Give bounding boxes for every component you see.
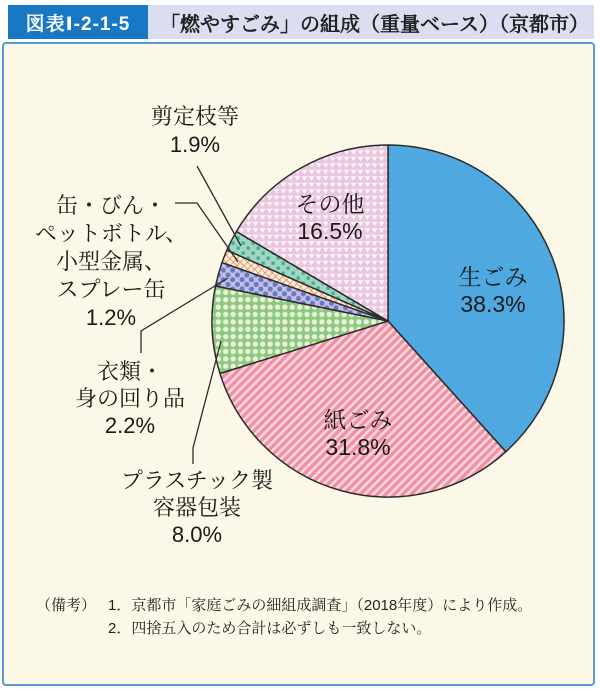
label-other (255, 191, 405, 245)
label-paper (283, 407, 433, 461)
callout-clothes-line2: 身の回り品 (74, 386, 185, 411)
callout-cans (11, 192, 211, 332)
figure-title: 「燃やすごみ」の組成（重量ベース）（京都市） (148, 5, 594, 39)
label-other-value: 16.5% (297, 218, 363, 244)
notes-items (108, 594, 532, 640)
callout-branches (115, 103, 275, 159)
label-other-name: その他 (295, 191, 365, 217)
callout-clothes-value: 2.2% (104, 413, 156, 438)
callout-plastic (97, 467, 297, 548)
callout-cans-line4: スプレー缶 (56, 277, 166, 302)
note-item-1: 1．京都市「家庭ごみの細組成調査」（2018年度）により作成。 (108, 597, 533, 614)
note-item-2: 2．四捨五入のため合計は必ずしも一致しない。 (108, 620, 432, 637)
figure-number-badge: 図表Ⅰ-2-1-5 (8, 5, 148, 39)
callout-clothes-line1: 衣類・ (96, 359, 163, 384)
callout-cans-line2: ペットボトル、 (34, 221, 188, 246)
callout-plastic-line1: プラスチック製 (120, 468, 274, 493)
label-food-value: 38.3% (460, 291, 526, 317)
label-paper-name: 紙ごみ (323, 407, 393, 433)
callout-cans-value: 1.2% (85, 305, 137, 330)
callout-plastic-value: 8.0% (171, 522, 223, 547)
callout-cans-line1: 缶・びん・ (55, 193, 166, 218)
callout-plastic-line2: 容器包装 (152, 495, 241, 520)
notes-prefix: （備考） (36, 597, 97, 614)
label-food-name: 生ごみ (458, 264, 528, 290)
callout-branches-value: 1.9% (169, 132, 221, 157)
label-food (418, 264, 568, 318)
callout-branches-name: 剪定枝等 (150, 104, 239, 129)
callout-cans-line3: 小型金属、 (55, 249, 166, 274)
notes-block (36, 594, 532, 640)
callout-clothes (30, 358, 230, 439)
label-paper-value: 31.8% (325, 434, 391, 460)
